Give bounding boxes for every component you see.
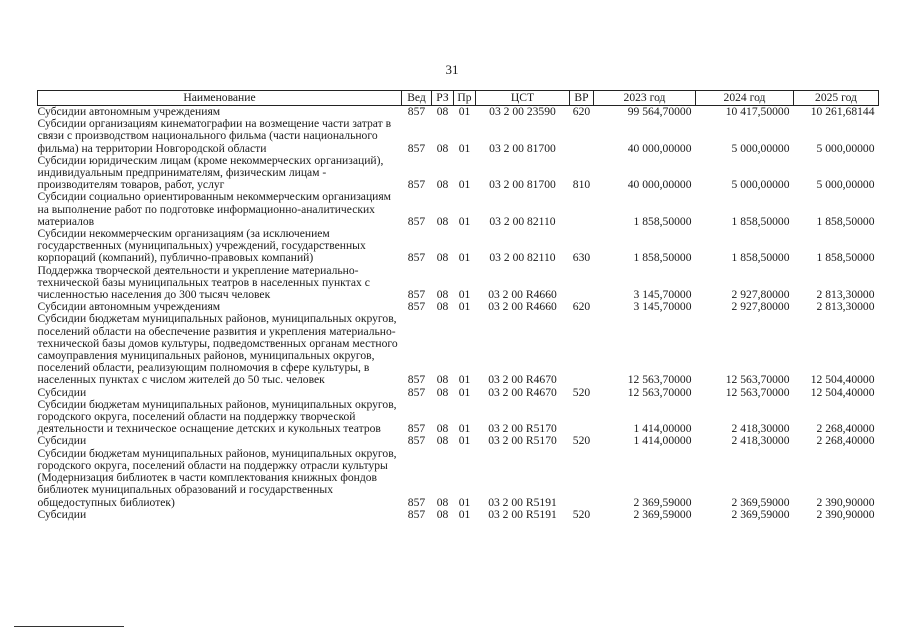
row-pr: 01	[458, 385, 471, 399]
header-row	[38, 91, 879, 106]
row-rz: 08	[436, 214, 449, 228]
row-vr: 620	[572, 105, 591, 118]
row-name: Субсидии бюджетам муниципальных районов, муниципальных округов, поселений области на обеспечение развития и укрепления материально-технической базы домов культуры, подведомственных органам местного самоуправления муниципальных районов, муниципальных округов, поселений области, реализующим полномочия в сфере культуры, в населенных пунктах с числом жителей до 50 тыс. человек	[37, 312, 398, 387]
row-value-2023: 12 563,70000	[627, 385, 692, 399]
row-value-2025: 2 390,90000	[816, 507, 875, 521]
row-value-2024: 5 000,00000	[731, 178, 790, 192]
table-row	[38, 118, 879, 155]
row-ved: 857	[407, 434, 426, 448]
row-vr: 810	[572, 178, 591, 192]
row-cst: 03 2 00 R5170	[488, 422, 557, 436]
row-pr: 01	[458, 214, 471, 228]
row-value-2025: 10 261,68144	[810, 105, 875, 118]
row-name: Субсидии некоммерческим организациям (за исключением государственных (муниципальных) учреждений, государственных корпораций (компаний), публично-правовых компаний)	[37, 227, 366, 265]
row-vr	[570, 313, 594, 386]
row-value-2024: 10 417,50000	[725, 105, 790, 118]
row-value-2025: 1 858,50000	[816, 251, 875, 265]
row-value-2024: 2 927,80000	[731, 300, 790, 314]
row-vr: 520	[572, 385, 591, 399]
row-vr	[570, 265, 594, 302]
row-cst: 03 2 00 81700	[489, 178, 556, 192]
row-cst: 03 2 00 R4670	[488, 373, 557, 387]
budget-table	[37, 90, 879, 521]
row-name: Субсидии организациям кинематографии на возмещение части затрат в связи с производством национального фильма (части национального фильма) на территории Новгородской области	[37, 117, 392, 155]
row-cst: 03 2 00 R5170	[488, 434, 557, 448]
row-ved: 857	[407, 178, 426, 192]
row-rz: 08	[436, 373, 449, 387]
table-row	[38, 228, 879, 265]
table-row	[38, 399, 879, 436]
row-pr: 01	[458, 251, 471, 265]
row-rz: 08	[436, 385, 449, 399]
row-name: Субсидии автономным учреждениям	[37, 300, 221, 314]
row-vr	[570, 118, 594, 155]
row-value-2023: 12 563,70000	[627, 373, 692, 387]
table-row	[38, 435, 879, 447]
row-pr: 01	[458, 373, 471, 387]
row-pr: 01	[458, 422, 471, 436]
row-ved: 857	[407, 288, 426, 302]
row-ved: 857	[407, 251, 426, 265]
row-value-2024: 2 369,59000	[731, 507, 790, 521]
column-header: Вед	[402, 91, 432, 106]
row-ved: 857	[407, 141, 426, 155]
row-value-2025: 12 504,40000	[810, 373, 875, 387]
row-value-2023: 1 414,00000	[633, 422, 692, 436]
table-row	[38, 509, 879, 521]
table-row	[38, 155, 879, 192]
row-value-2023: 2 369,59000	[633, 495, 692, 509]
row-vr	[570, 448, 594, 509]
row-value-2023: 99 564,70000	[627, 105, 692, 118]
table-row	[38, 313, 879, 386]
row-value-2025: 1 858,50000	[816, 214, 875, 228]
row-cst: 03 2 00 81700	[489, 141, 556, 155]
row-ved: 857	[407, 300, 426, 314]
row-value-2025: 2 813,30000	[816, 300, 875, 314]
row-rz: 08	[436, 251, 449, 265]
row-value-2023: 40 000,00000	[627, 141, 692, 155]
row-value-2023: 3 145,70000	[633, 300, 692, 314]
row-value-2023: 2 369,59000	[633, 507, 692, 521]
row-value-2024: 2 418,30000	[731, 434, 790, 448]
row-ved: 857	[407, 385, 426, 399]
row-rz: 08	[436, 495, 449, 509]
row-name: Субсидии	[37, 385, 87, 399]
row-pr: 01	[458, 105, 471, 118]
row-name: Субсидии автономным учреждениям	[37, 105, 221, 118]
row-pr: 01	[458, 434, 471, 448]
row-vr	[570, 191, 594, 228]
row-rz: 08	[436, 141, 449, 155]
column-header: 2023 год	[594, 91, 696, 106]
column-header: 2024 год	[696, 91, 794, 106]
row-rz: 08	[436, 300, 449, 314]
row-rz: 08	[436, 434, 449, 448]
row-value-2024: 12 563,70000	[725, 385, 790, 399]
row-vr: 630	[572, 251, 591, 265]
page-number: 31	[445, 62, 459, 77]
row-pr: 01	[458, 141, 471, 155]
row-name: Поддержка творческой деятельности и укрепление материально-технической базы муниципальных театров в населенных пунктах с численностью населения до 300 тысяч человек	[37, 263, 370, 302]
row-value-2024: 2 418,30000	[731, 422, 790, 436]
row-cst: 03 2 00 82110	[489, 214, 556, 228]
column-header: ВР	[570, 91, 594, 106]
row-value-2023: 1 858,50000	[633, 214, 692, 228]
row-vr: 620	[572, 300, 591, 314]
row-value-2025: 5 000,00000	[816, 178, 875, 192]
row-vr: 520	[572, 434, 591, 448]
row-name: Субсидии бюджетам муниципальных районов, муниципальных округов, городского округа, поселений области на поддержку отрасли культуры (Модернизация библиотек в части комплектования книжных фондов библиотек муниципальных образований и государственных общедоступных библиотек)	[37, 446, 397, 509]
row-value-2023: 3 145,70000	[633, 288, 692, 302]
column-header: Наименование	[38, 91, 402, 106]
row-pr: 01	[458, 288, 471, 302]
row-value-2025: 12 504,40000	[810, 385, 875, 399]
column-header: 2025 год	[794, 91, 879, 106]
footnote-rule	[14, 626, 124, 627]
row-ved: 857	[407, 373, 426, 387]
table-row	[38, 448, 879, 509]
row-value-2024: 1 858,50000	[731, 214, 790, 228]
row-name: Субсидии юридическим лицам (кроме некоммерческих организаций), индивидуальным предпринимателям, физическим лицам - производителям товаров, работ, услуг	[37, 153, 384, 192]
row-rz: 08	[436, 105, 449, 118]
row-rz: 08	[436, 422, 449, 436]
row-value-2024: 2 927,80000	[731, 288, 790, 302]
row-ved: 857	[407, 214, 426, 228]
row-rz: 08	[436, 288, 449, 302]
row-pr: 01	[458, 507, 471, 521]
row-cst: 03 2 00 82110	[489, 251, 556, 265]
table-body	[38, 106, 879, 521]
row-value-2024: 5 000,00000	[731, 141, 790, 155]
row-vr: 520	[572, 507, 591, 521]
row-ved: 857	[407, 507, 426, 521]
row-cst: 03 2 00 23590	[489, 105, 556, 118]
row-value-2025: 2 268,40000	[816, 422, 875, 436]
row-cst: 03 2 00 R4660	[488, 288, 557, 302]
row-value-2024: 1 858,50000	[731, 251, 790, 265]
row-cst: 03 2 00 R4670	[488, 385, 557, 399]
row-cst: 03 2 00 R5191	[488, 507, 557, 521]
row-rz: 08	[436, 178, 449, 192]
row-name: Субсидии	[37, 507, 87, 521]
row-ved: 857	[407, 495, 426, 509]
row-value-2025: 5 000,00000	[816, 141, 875, 155]
row-pr: 01	[458, 178, 471, 192]
row-cst: 03 2 00 R4660	[488, 300, 557, 314]
row-pr: 01	[458, 300, 471, 314]
row-cst: 03 2 00 R5191	[488, 495, 557, 509]
table-row	[38, 265, 879, 302]
column-header: РЗ	[432, 91, 454, 106]
row-value-2025: 2 813,30000	[816, 288, 875, 302]
row-value-2023: 1 414,00000	[633, 434, 692, 448]
row-name: Субсидии бюджетам муниципальных районов, муниципальных округов, городского округа, поселений области на поддержку творческой деятельности и техническое оснащение детских и кукольных театров	[37, 397, 397, 436]
row-value-2024: 12 563,70000	[725, 373, 790, 387]
table-header	[38, 91, 879, 106]
row-value-2025: 2 268,40000	[816, 434, 875, 448]
row-ved: 857	[407, 105, 426, 118]
column-header: ЦСТ	[476, 91, 570, 106]
row-value-2023: 40 000,00000	[627, 178, 692, 192]
row-pr: 01	[458, 495, 471, 509]
row-ved: 857	[407, 422, 426, 436]
row-vr	[570, 399, 594, 436]
table-row	[38, 191, 879, 228]
row-value-2023: 1 858,50000	[633, 251, 692, 265]
row-value-2025: 2 390,90000	[816, 495, 875, 509]
row-name: Субсидии	[37, 434, 87, 448]
column-header: Пр	[454, 91, 476, 106]
row-name: Субсидии социально ориентированным некоммерческим организациям на выполнение работ по подготовке информационно-аналитических материалов	[37, 190, 392, 228]
row-value-2024: 2 369,59000	[731, 495, 790, 509]
row-rz: 08	[436, 507, 449, 521]
